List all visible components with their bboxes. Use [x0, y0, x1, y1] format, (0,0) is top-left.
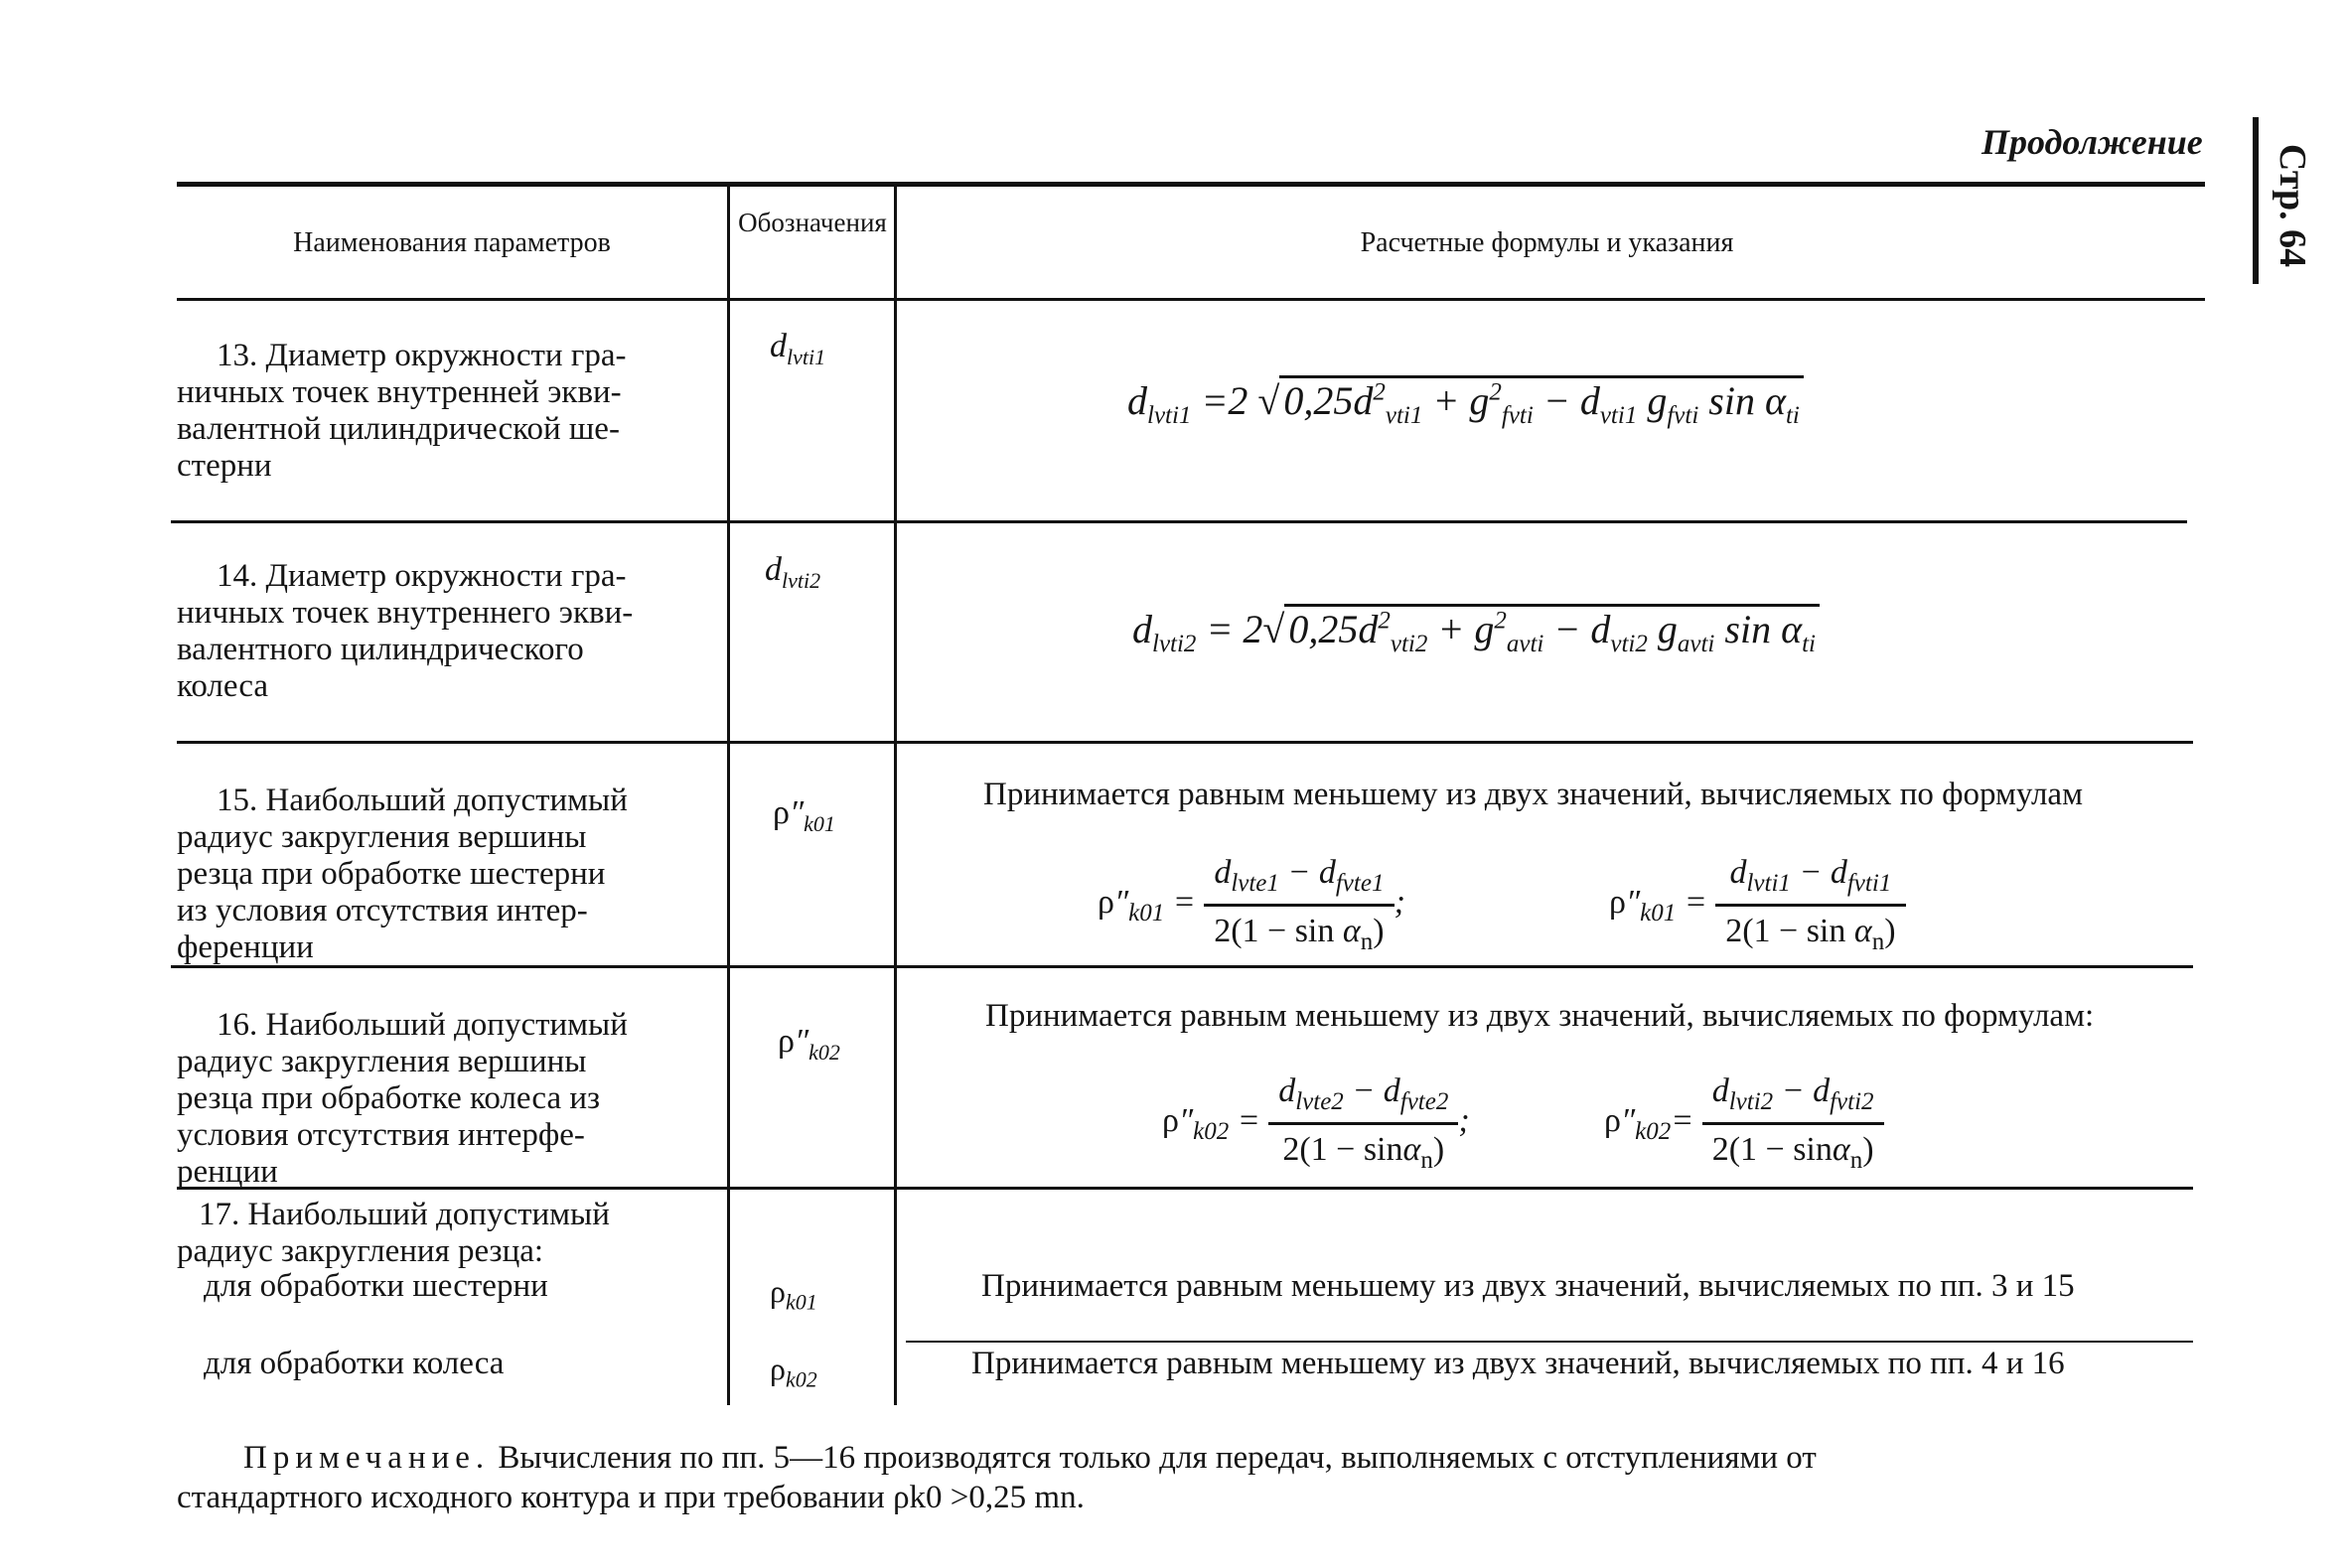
param-14-symbol: $d_{lvti2}$: [765, 551, 821, 593]
param-15-symbol: $\rho''_{k01}$: [773, 794, 835, 836]
column-header-names: Наименования параметров: [293, 227, 611, 258]
param-17-sub-2-text: Принимается равным меньшему из двух значений, вычисляемых по пп. 4 и 16: [971, 1346, 2065, 1381]
param-16-formula-b: $\rho''_{k02}=$ $\frac{d_{lvti2} - d_{fvti2}}{2(1 - \sin\alpha_n)}$: [1604, 1072, 1884, 1175]
column-header-symbols: Обозначения: [738, 208, 887, 237]
param-13-symbol: $d_{lvti1}$: [770, 328, 826, 369]
param-17-sub-1-name: для обработки шестерни: [204, 1268, 548, 1304]
param-16-name: 16. Наибольший допустимый радиус закругления вершины резца при обработке колеса из условия отсутствия интерфе- ренции: [177, 1007, 628, 1190]
param-17-sub-1-symbol: $\rho_{k01}$: [770, 1273, 817, 1315]
param-15-formula-b: $\rho''_{k01}$ = $\frac{d_{lvti1} - d_{fvti1}}{2(1 - \sin \alpha_n)}$: [1609, 854, 1906, 956]
margin-rule: [2253, 117, 2259, 284]
param-17-sub-2-symbol: $\rho_{k02}$: [770, 1351, 817, 1392]
param-16-symbol: $\rho''_{k02}$: [778, 1023, 840, 1065]
col-divider-2: [894, 184, 897, 1405]
column-header-formulas: Расчетные формулы и указания: [1360, 227, 1734, 258]
param-16-text: Принимается равным меньшему из двух значений, вычисляемых по формулам:: [985, 998, 2095, 1034]
row-rule-14: [177, 741, 2193, 744]
param-14-name: 14. Диаметр окружности гра- ничных точек внутреннего экви- валентного цилиндрического колеса: [177, 558, 634, 704]
param-15-formula-a: $\rho''_{k01}$ = $\frac{d_{lvte1} - d_{fvte1}}{2(1 - \sin \alpha_n)}$ ;: [1098, 854, 1405, 955]
param-15-text: Принимается равным меньшему из двух значений, вычисляемых по формулам: [983, 777, 2083, 812]
note-label: Примечание.: [243, 1440, 491, 1476]
param-15-name: 15. Наибольший допустимый радиус закругления вершины резца при обработке шестерни из условия отсутствия интер- ференции: [177, 783, 628, 965]
param-16-formula-a: $\rho''_{k02}$ = $\frac{d_{lvte2} - d_{fvte2}}{2(1 - \sin\alpha_n)}$ ;: [1162, 1072, 1470, 1174]
param-17-sub-2-name: для обработки колеса: [204, 1346, 505, 1381]
param-17-name: 17. Наибольший допустимый радиус закругления резца:: [177, 1197, 610, 1269]
note-line-2: стандартного исходного контура и при требовании ρk0 >0,25 mn.: [177, 1480, 1085, 1515]
note-text-1: Вычисления по пп. 5—16 производятся только для передач, выполняемых с отступлениями от: [498, 1440, 1817, 1476]
note-line-1: [243, 1440, 1817, 1477]
col-divider-1: [727, 184, 730, 1405]
row-17-inner-rule: [906, 1341, 2193, 1343]
param-13-formula: $d_{lvti1} =2$ √ $0,25d^2_{vti1} + g^2_{fvti} - d_{vti1}$ $g_{fvti}$ $\sin \alpha_{ti}$: [1127, 377, 1804, 430]
param-14-formula: $d_{lvti2} = 2√$ $0,25d^2_{vti2} + g^2_{avti} - d_{vti2}$ $g_{avti}$ $\sin \alpha_{ti}$: [1132, 606, 1820, 658]
continuation-label: Продолжение: [1982, 122, 2203, 162]
param-17-sub-1-text: Принимается равным меньшему из двух значений, вычисляемых по пп. 3 и 15: [981, 1268, 2075, 1304]
param-13-name: 13. Диаметр окружности гра- ничных точек внутренней экви- валентной цилиндрической ше- стерни: [177, 338, 627, 484]
header-bottom-rule: [177, 298, 2205, 301]
table-top-rule: [177, 182, 2205, 187]
page-number: Стр. 64: [2272, 143, 2313, 268]
row-rule-13: [171, 520, 2187, 523]
